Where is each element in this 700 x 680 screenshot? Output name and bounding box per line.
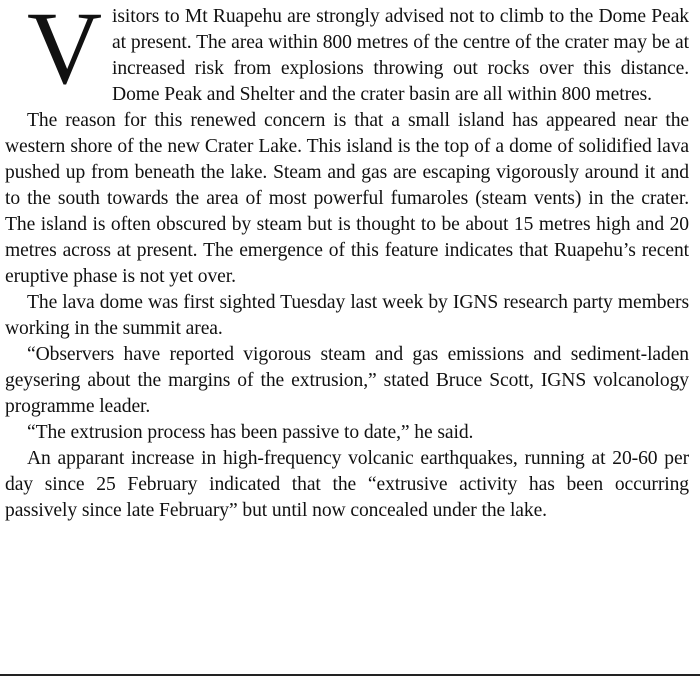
- paragraph-3: The lava dome was first sighted Tuesday last week by IGNS research party members working in the summit area.: [5, 292, 689, 339]
- bottom-rule: [0, 674, 700, 676]
- paragraph-5: “The extrusion process has been passive to date,” he said.: [27, 422, 474, 443]
- article-body: [5, 0, 689, 524]
- drop-cap: V: [27, 0, 103, 106]
- paragraph-2: The reason for this renewed concern is that a small island has appeared near the western shore of the new Crater Lake. This island is the top of a dome of solidified lava pushed up from beneath the lake. Steam and gas are escaping vigorously around it and to the south towards the area of most powerful fumaroles (steam vents) in the crater. The island is often obscured by steam but is thought to be about 15 metres high and 20 metres across at present. The emergence of this feature indicates that Ruapehu’s recent eruptive phase is not yet over.: [5, 110, 689, 287]
- paragraph-1-text: isitors to Mt Ruapehu are strongly advised not to climb to the Dome Peak at present. The area within 800 metres of the centre of the crater may be at increased risk from explosions throwing out rocks over this distance. Dome Peak and Shelter and the crater basin are all within 800 metres.: [112, 6, 689, 105]
- paragraph-6: An apparant increase in high-frequency volcanic earthquakes, running at 20-60 per day since 25 February indicated that the “extrusive activity has been occurring passively since late February” but until now concealed under the lake.: [5, 448, 689, 521]
- paragraph-1: [5, 0, 689, 108]
- paragraph-4: “Observers have reported vigorous steam and gas emissions and sediment-laden geysering about the margins of the extrusion,” stated Bruce Scott, IGNS volcanology programme leader.: [5, 344, 689, 417]
